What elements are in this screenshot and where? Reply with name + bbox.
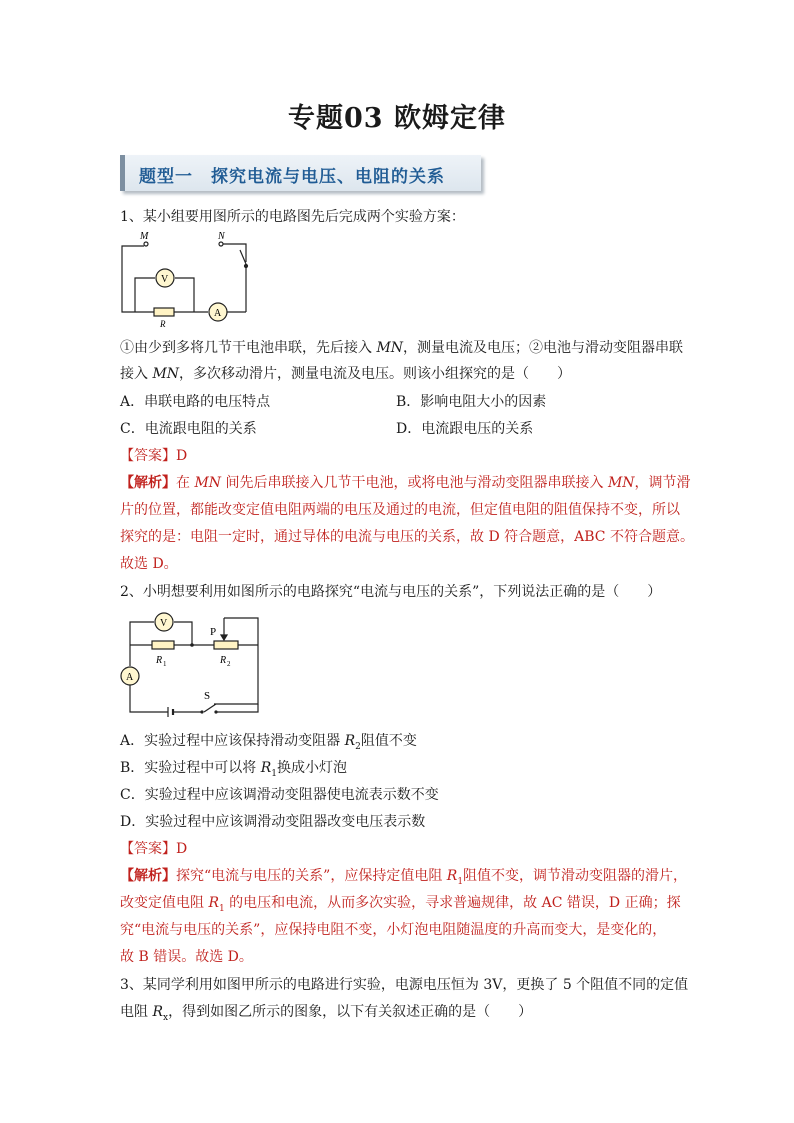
q1-answer: 【答案】D xyxy=(120,448,188,464)
q1-body-line2: 接入 MN，多次移动滑片，测量电流及电压。则该小组探究的是（ ） xyxy=(120,366,572,382)
q3-stem-line2: 电阻 $R_x$，得到如图乙所示的图象，以下有关叙述正确的是（ ） xyxy=(120,1004,533,1023)
q2-analysis-line1: 【解析】探究“电流与电压的关系”，应保持定值电阻 $R_1$阻值不变，调节滑动变阻器的滑片， xyxy=(120,868,688,887)
q1-label-r: R xyxy=(160,319,166,328)
q1-analysis-line4: 故选 D。 xyxy=(120,556,178,572)
q1-label-m: M xyxy=(140,231,149,242)
section-banner xyxy=(120,155,481,191)
q1-label-n: N xyxy=(218,231,225,242)
q2-label-s: S xyxy=(204,690,211,702)
page-title: 专题03 欧姆定律 xyxy=(288,103,506,134)
q1-analysis-line3: 探究的是：电阻一定时，通过导体的电流与电压的关系，故 D 符合题意，ABC 不符合题意。 xyxy=(120,529,694,545)
q2-label-r1-sub: 1 xyxy=(163,660,167,668)
q2-analysis-line4: 故 B 错误。故选 D。 xyxy=(120,949,253,965)
q1-label-v: V xyxy=(161,274,169,285)
q2-analysis-line3: 究“电流与电压的关系”，应保持电阻不变，小灯泡电阻随温度的升高而变大，是变化的， xyxy=(120,922,667,938)
q1-option-a: A．串联电路的电压特点 xyxy=(120,394,271,410)
section-title: 题型一 探究电流与电压、电阻的关系 xyxy=(139,167,445,187)
q2-label-a: A xyxy=(126,672,134,683)
q1-circuit-diagram xyxy=(118,228,258,328)
q1-option-c: C．电流跟电阻的关系 xyxy=(120,421,257,437)
q1-stem: 1、某小组要用图所示的电路图先后完成两个实验方案： xyxy=(120,209,465,225)
q2-label-r1: R xyxy=(156,655,163,666)
q2-option-c: C．实验过程中应该调滑动变阻器使电流表示数不变 xyxy=(120,787,439,803)
q2-analysis-line2: 改变定值电阻 $R_1$ 的电压和电流，从而多次实验，寻求普遍规律，故 AC 错误，D 正确；探 xyxy=(120,895,681,914)
q1-label-a: A xyxy=(214,308,222,319)
q2-label-r2-sub: 2 xyxy=(227,660,231,668)
q2-label-r2: R xyxy=(220,655,227,666)
q3-stem-line1: 3、某同学利用如图甲所示的电路进行实验，电源电压恒为 3V，更换了 5 个阻值不同的定值 xyxy=(120,977,689,993)
q2-option-b: B．实验过程中可以将 $R_1$换成小灯泡 xyxy=(120,760,348,779)
q2-label-v: V xyxy=(160,618,168,629)
q2-option-a: A．实验过程中应该保持滑动变阻器 $R_2$阻值不变 xyxy=(120,733,417,752)
q1-analysis-line1: 【解析】在 MN 间先后串联接入几节干电池，或将电池与滑动变阻器串联接入 MN，调节滑 xyxy=(120,475,691,491)
q1-option-d: D．电流跟电压的关系 xyxy=(396,421,534,437)
q1-body-line1: ①由少到多将几节干电池串联，先后接入 MN，测量电流及电压；②电池与滑动变阻器串联 xyxy=(120,340,684,356)
q1-option-b: B．影响电阻大小的因素 xyxy=(396,394,547,410)
q2-stem: 2、小明想要利用如图所示的电路探究“电流与电压的关系”，下列说法正确的是（ ） xyxy=(120,584,662,600)
q2-circuit-diagram xyxy=(118,608,268,718)
q1-analysis-line2: 片的位置，都能改变定值电阻两端的电压及通过的电流，但定值电阻的阻值保持不变，所以 xyxy=(120,502,680,518)
q2-label-p: P xyxy=(210,626,217,638)
q2-option-d: D．实验过程中应该调滑动变阻器改变电压表示数 xyxy=(120,814,426,830)
q2-answer: 【答案】D xyxy=(120,841,188,857)
